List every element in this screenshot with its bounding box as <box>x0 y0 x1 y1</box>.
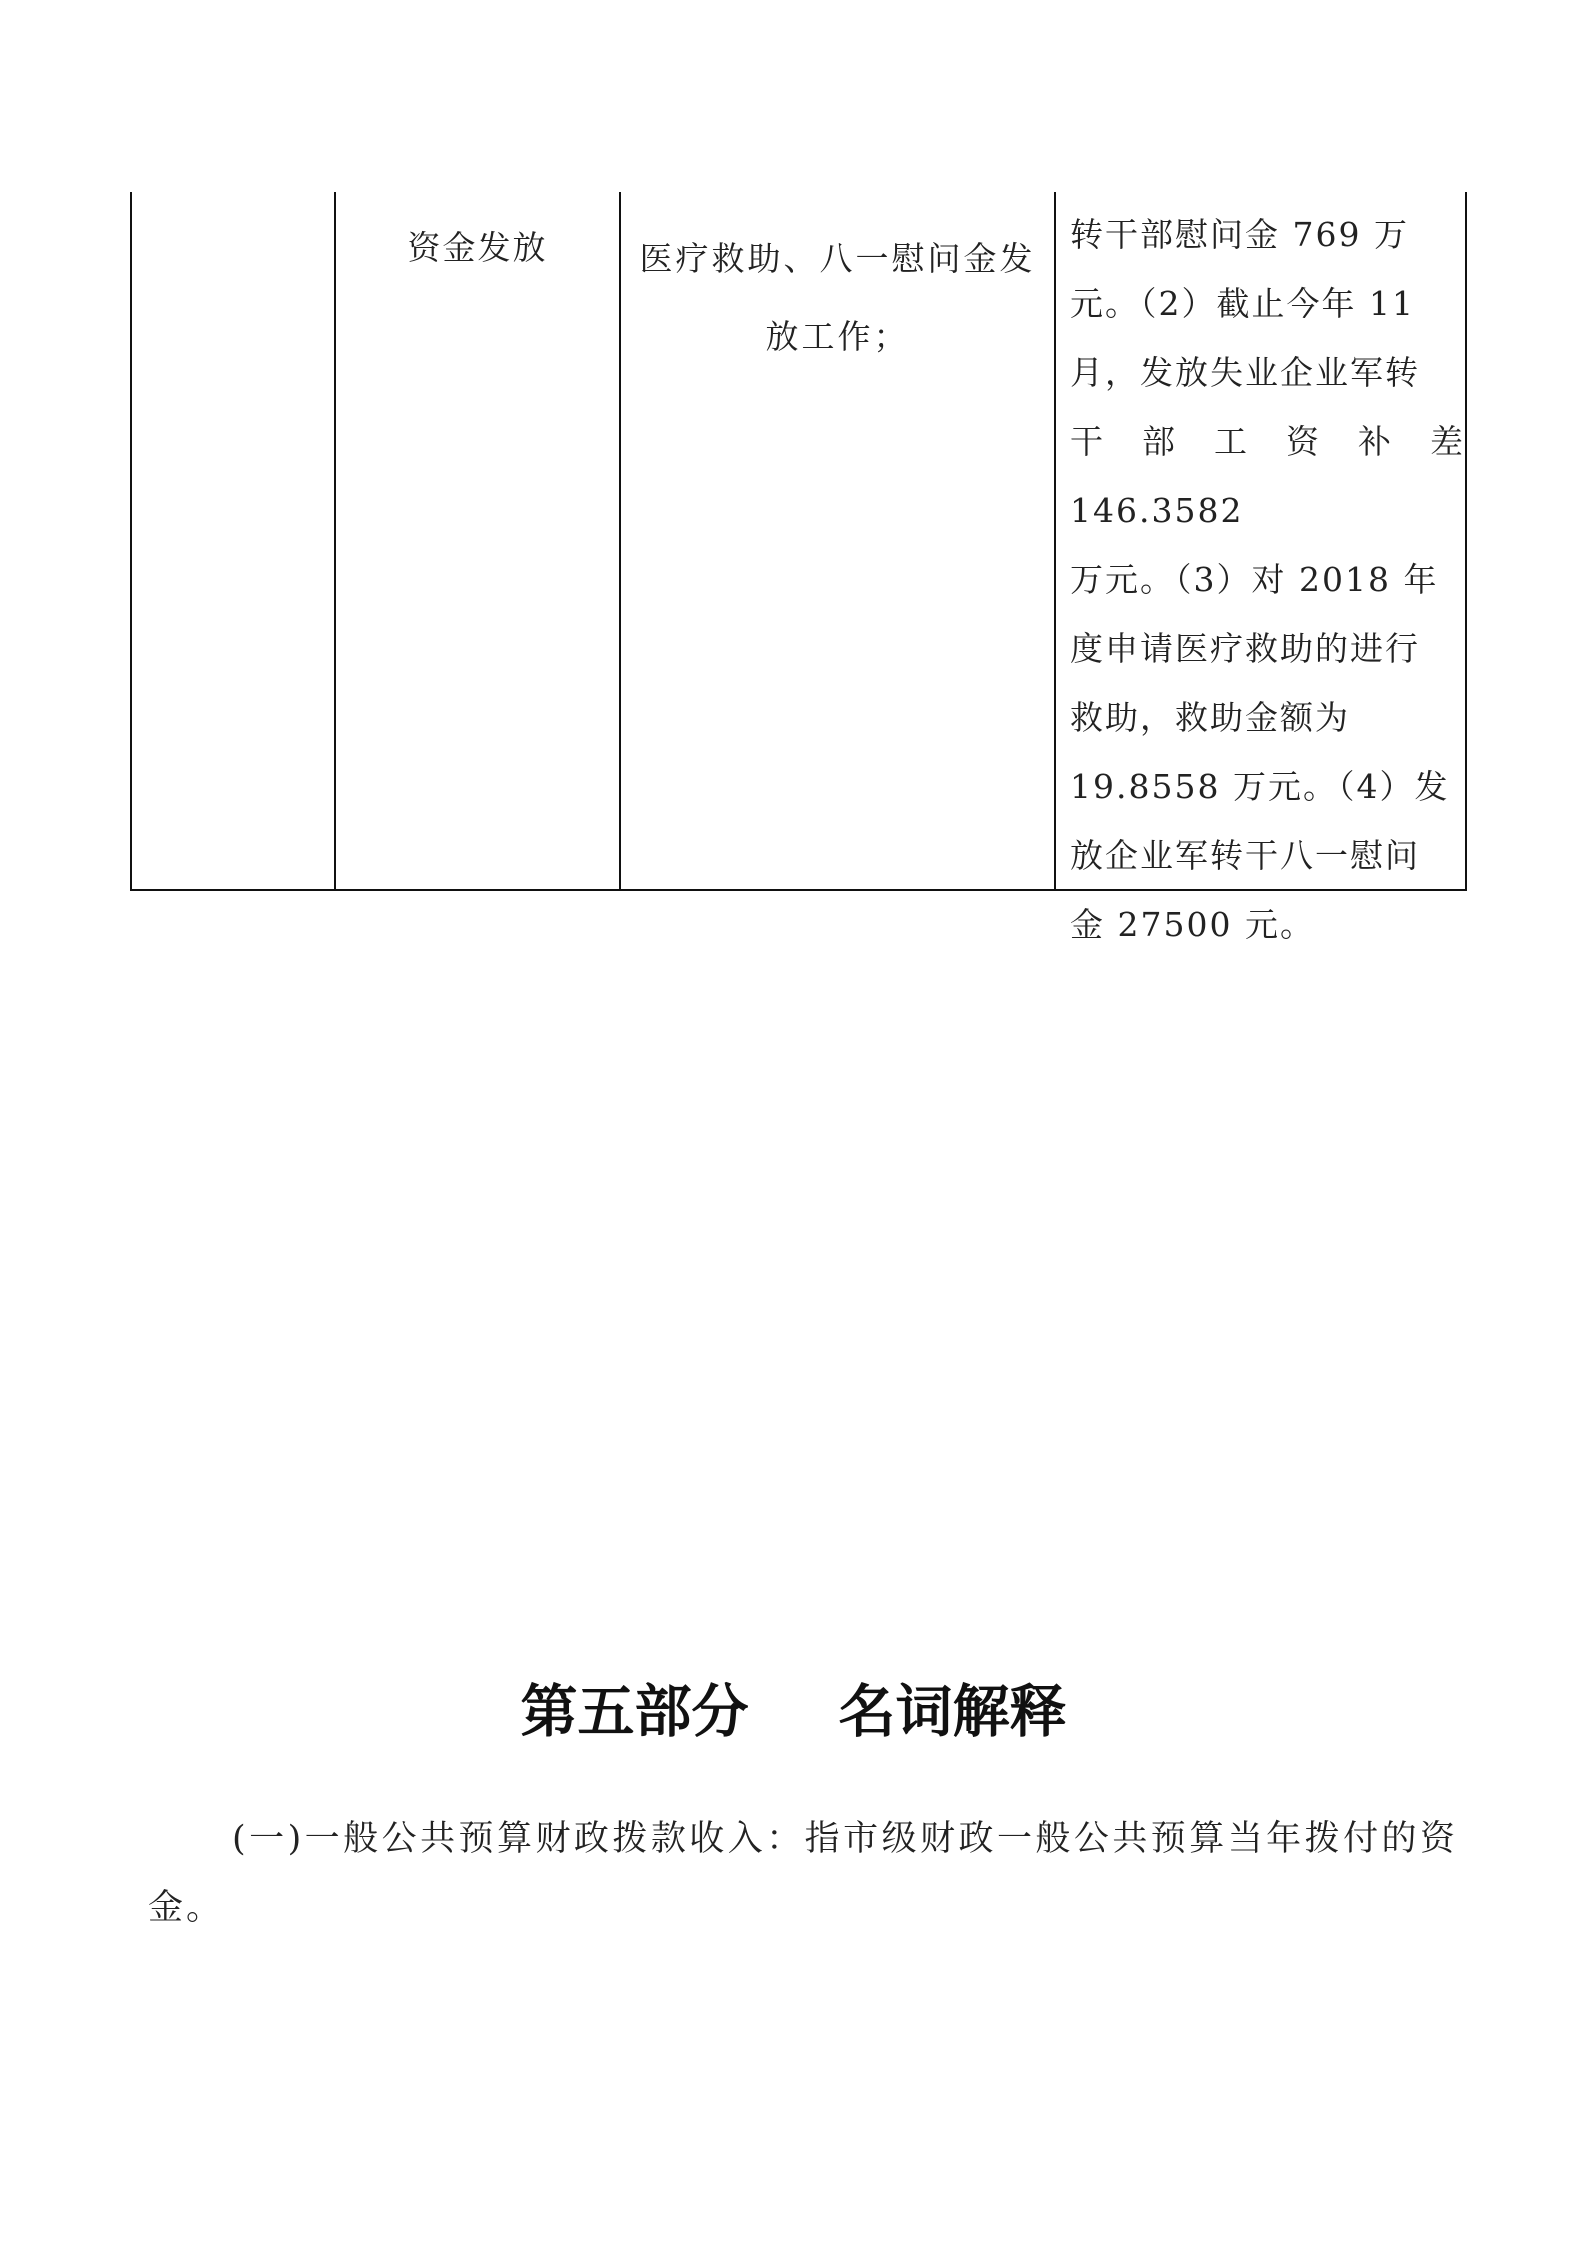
section-title-name: 名词解释 <box>838 1679 1067 1745</box>
table-column-divider <box>334 192 336 889</box>
table-column-divider <box>1054 192 1056 889</box>
table-cell-detail-line: 度申请医疗救助的进行 <box>1070 629 1420 668</box>
table-cell-detail-line: 月，发放失业企业军转 <box>1070 353 1420 392</box>
table-cell-detail-line: 金 27500 元。 <box>1070 905 1315 944</box>
table-continuation <box>130 192 1467 944</box>
table-cell-detail-line: 元。（2）截止今年 11 <box>1070 284 1415 323</box>
table-cell-detail-line: 19.8558 万元。（4）发 <box>1070 767 1450 806</box>
table-cell-task-line: 放工作； <box>765 317 910 356</box>
table-cell-detail-line: 救助，救助金额为 <box>1070 698 1350 737</box>
table-cell-detail <box>1070 200 1465 959</box>
table-border-right <box>1465 192 1467 889</box>
table-cell-detail-line: 干部工资补差 146.3582 <box>1070 422 1465 530</box>
table-border-left <box>130 192 132 889</box>
table-cell-detail-line: 放企业军转干八一慰问 <box>1070 836 1420 875</box>
definition-paragraph: (一)一般公共预算财政拨款收入：指市级财政一般公共预算当年拨付的资金。 <box>148 1819 1458 1928</box>
section-title <box>0 1672 1587 1752</box>
table-cell-task <box>621 220 1054 376</box>
table-cell-detail-line: 万元。（3）对 2018 年 <box>1070 560 1439 599</box>
table-cell-task-line: 医疗救助、八一慰问金发 <box>639 239 1036 278</box>
section-title-part: 第五部分 <box>520 1679 749 1745</box>
table-cell-detail-line: 转干部慰问金 769 万 <box>1070 215 1409 254</box>
table-cell-category: 资金发放 <box>407 228 548 267</box>
